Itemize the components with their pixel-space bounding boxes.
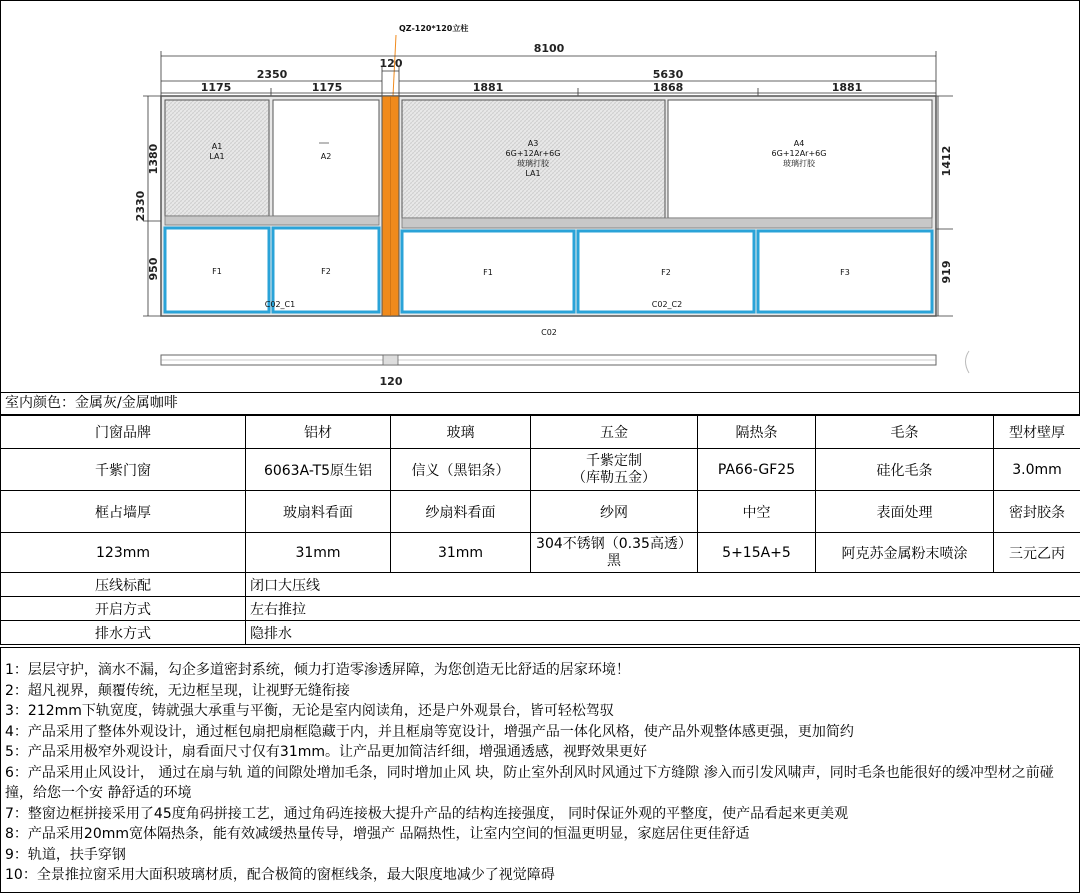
dim-left-pane-1: 1175: [200, 81, 232, 94]
interior-color-line: 室内颜色：金属灰/金属咖啡: [0, 393, 1080, 415]
label-a4-line3: 玻璃打胶: [783, 159, 815, 168]
left-transom: [165, 216, 379, 225]
label-a3-line1: A3: [527, 139, 539, 148]
header-wall-thickness: 型材壁厚: [994, 416, 1080, 449]
label-left-f1: F1: [212, 267, 222, 276]
dim-right-top-height: 1412: [940, 145, 953, 177]
spec-extra-row: [1, 621, 1080, 645]
note-item: 7：整窗边框拼接采用了45度角码拼接工艺，通过角码连接极大提升产品的结构连接强度， 同时保证外观的平整度，使产品看起来更美观: [5, 805, 849, 822]
value-brand: 千紫门窗: [1, 449, 246, 491]
value-wall-thickness: 3.0mm: [994, 449, 1080, 491]
label-right-f1: F1: [483, 268, 493, 277]
note-item: 2：超凡视界，颠覆传统，无边框呈现，让视野无缝衔接: [5, 682, 350, 699]
spec-value-row-2: [1, 533, 1080, 573]
elevation-svg: [1, 1, 1080, 394]
header-glass-sash-face: 玻扇料看面: [246, 491, 391, 533]
extra-value: 隐排水: [246, 621, 1080, 645]
note-item: 3：212mm下轨宽度，铸就强大承重与平衡，无论是室内阅读角，还是户外观景台，皆可轻松驾驭: [5, 703, 614, 719]
dim-total-width: 8100: [533, 42, 565, 55]
label-a3-line4: LA1: [525, 169, 541, 178]
dim-right-bottom-height: 919: [940, 260, 953, 284]
label-a3-line3: 玻璃打胶: [517, 159, 549, 168]
header-frame-depth: 框占墙厚: [1, 491, 246, 533]
label-left-f2: F2: [321, 267, 331, 276]
header-brush-strip: 毛条: [816, 416, 994, 449]
label-a4-line1: A4: [793, 139, 805, 148]
note-item: 9：轨道，扶手穿钢: [5, 846, 126, 863]
value-brush-strip: 硅化毛条: [816, 449, 994, 491]
note-item: 5：产品采用极窄外观设计，扇看面尺寸仅有31mm。让产品更加简洁纤细，增强通透感，视野效果更好: [5, 744, 647, 760]
label-a3-line2: 6G+12Ar+6G: [505, 149, 561, 158]
header-surface: 表面处理: [816, 491, 994, 533]
label-a2: A2: [320, 152, 332, 161]
value-seal: 三元乙丙: [994, 533, 1080, 573]
dim-right-width: 5630: [652, 68, 684, 81]
label-frame-left: C02_C1: [264, 300, 296, 309]
header-thermal-strip: 隔热条: [698, 416, 816, 449]
dim-column-width: 120: [379, 57, 403, 70]
note-item: 1：层层守护，滴水不漏，勾企多道密封系统，倾力打造零渗透屏障，为您创造无比舒适的居家环境！: [5, 662, 630, 678]
spec-extra-row: [1, 597, 1080, 621]
note-item: 6：产品采用止风设计， 通过在扇与轨 道的间隙处增加毛条，同时增加止风 块，防止室外刮风时风通过下方缝隙 渗入而引发风啸声，同时毛条也能很好的缓冲型材之前碰撞，给您一个安 静舒适的环境: [5, 764, 1054, 801]
value-screen-sash-face: 31mm: [391, 533, 531, 573]
label-right-f3: F3: [840, 268, 850, 277]
right-transom: [402, 218, 932, 228]
dim-right-pane-3: 1881: [831, 81, 863, 94]
label-a4-line2: 6G+12Ar+6G: [771, 149, 827, 158]
dim-left-bottom-height: 950: [147, 257, 160, 281]
header-screen-sash-face: 纱扇料看面: [391, 491, 531, 533]
value-surface: 阿克苏金属粉末喷涂: [816, 533, 994, 573]
value-thermal-strip: PA66-GF25: [698, 449, 816, 491]
value-glass: 信义（黑铝条）: [391, 449, 531, 491]
window-drawing: [0, 0, 1080, 393]
extra-label: 排水方式: [1, 621, 246, 645]
value-hollow: 5+15A+5: [698, 533, 816, 573]
note-item: 4：产品采用了整体外观设计，通过框包扇把扇框隐藏于内，并且框扇等宽设计，增强产品一体化风格，使产品外观整体感更强，更加简约: [5, 723, 854, 740]
note-item: 8：产品采用20mm宽体隔热条，能有效减缓热量传导，增强产 品隔热性，让室内空间的恒温更明显，家庭居住更佳舒适: [5, 826, 750, 842]
header-glass: 玻璃: [391, 416, 531, 449]
extra-value: 闭口大压线: [246, 573, 1080, 597]
extra-value: 左右推拉: [246, 597, 1080, 621]
dim-left-top-height: 1380: [147, 143, 160, 175]
header-brand: 门窗品牌: [1, 416, 246, 449]
label-a1-line2: LA1: [209, 152, 225, 161]
extra-label: 开启方式: [1, 597, 246, 621]
dim-left-pane-2: 1175: [311, 81, 343, 94]
value-aluminum: 6063A-T5原生铝: [246, 449, 391, 491]
sill-column: [383, 355, 398, 365]
dim-right-pane-2: 1868: [652, 81, 684, 94]
dim-left-width: 2350: [256, 68, 288, 81]
value-glass-sash-face: 31mm: [246, 533, 391, 573]
header-hardware: 五金: [531, 416, 698, 449]
spec-extra-row: [1, 573, 1080, 597]
dim-bottom-column-width: 120: [379, 375, 403, 388]
spec-table: [0, 415, 1080, 645]
value-screen: 304不锈钢（0.35高透）黑: [531, 533, 698, 573]
label-frame-right: C02_C2: [651, 300, 683, 309]
extra-label: 压线标配: [1, 573, 246, 597]
header-aluminum: 铝材: [246, 416, 391, 449]
header-screen: 纱网: [531, 491, 698, 533]
label-sill: C02: [541, 328, 557, 337]
dim-right-pane-1: 1881: [472, 81, 504, 94]
feature-notes: [0, 647, 1080, 893]
dim-total-height: 2330: [134, 190, 147, 222]
header-seal: 密封胶条: [994, 491, 1080, 533]
spec-value-row-1: [1, 449, 1080, 491]
column-label: QZ-120*120立柱: [399, 24, 469, 33]
label-a1-line1: A1: [211, 142, 223, 151]
edge-mark: [966, 351, 970, 373]
header-hollow: 中空: [698, 491, 816, 533]
note-item: 10：全景推拉窗采用大面积玻璃材质，配合极简的窗框线条，最大限度地减少了视觉障碍: [5, 867, 555, 883]
value-frame-depth: 123mm: [1, 533, 246, 573]
label-right-f2: F2: [661, 268, 671, 277]
spec-header-row-2: [1, 491, 1080, 533]
value-hardware: 千紫定制 （库勒五金）: [531, 449, 698, 491]
spec-header-row-1: [1, 416, 1080, 449]
